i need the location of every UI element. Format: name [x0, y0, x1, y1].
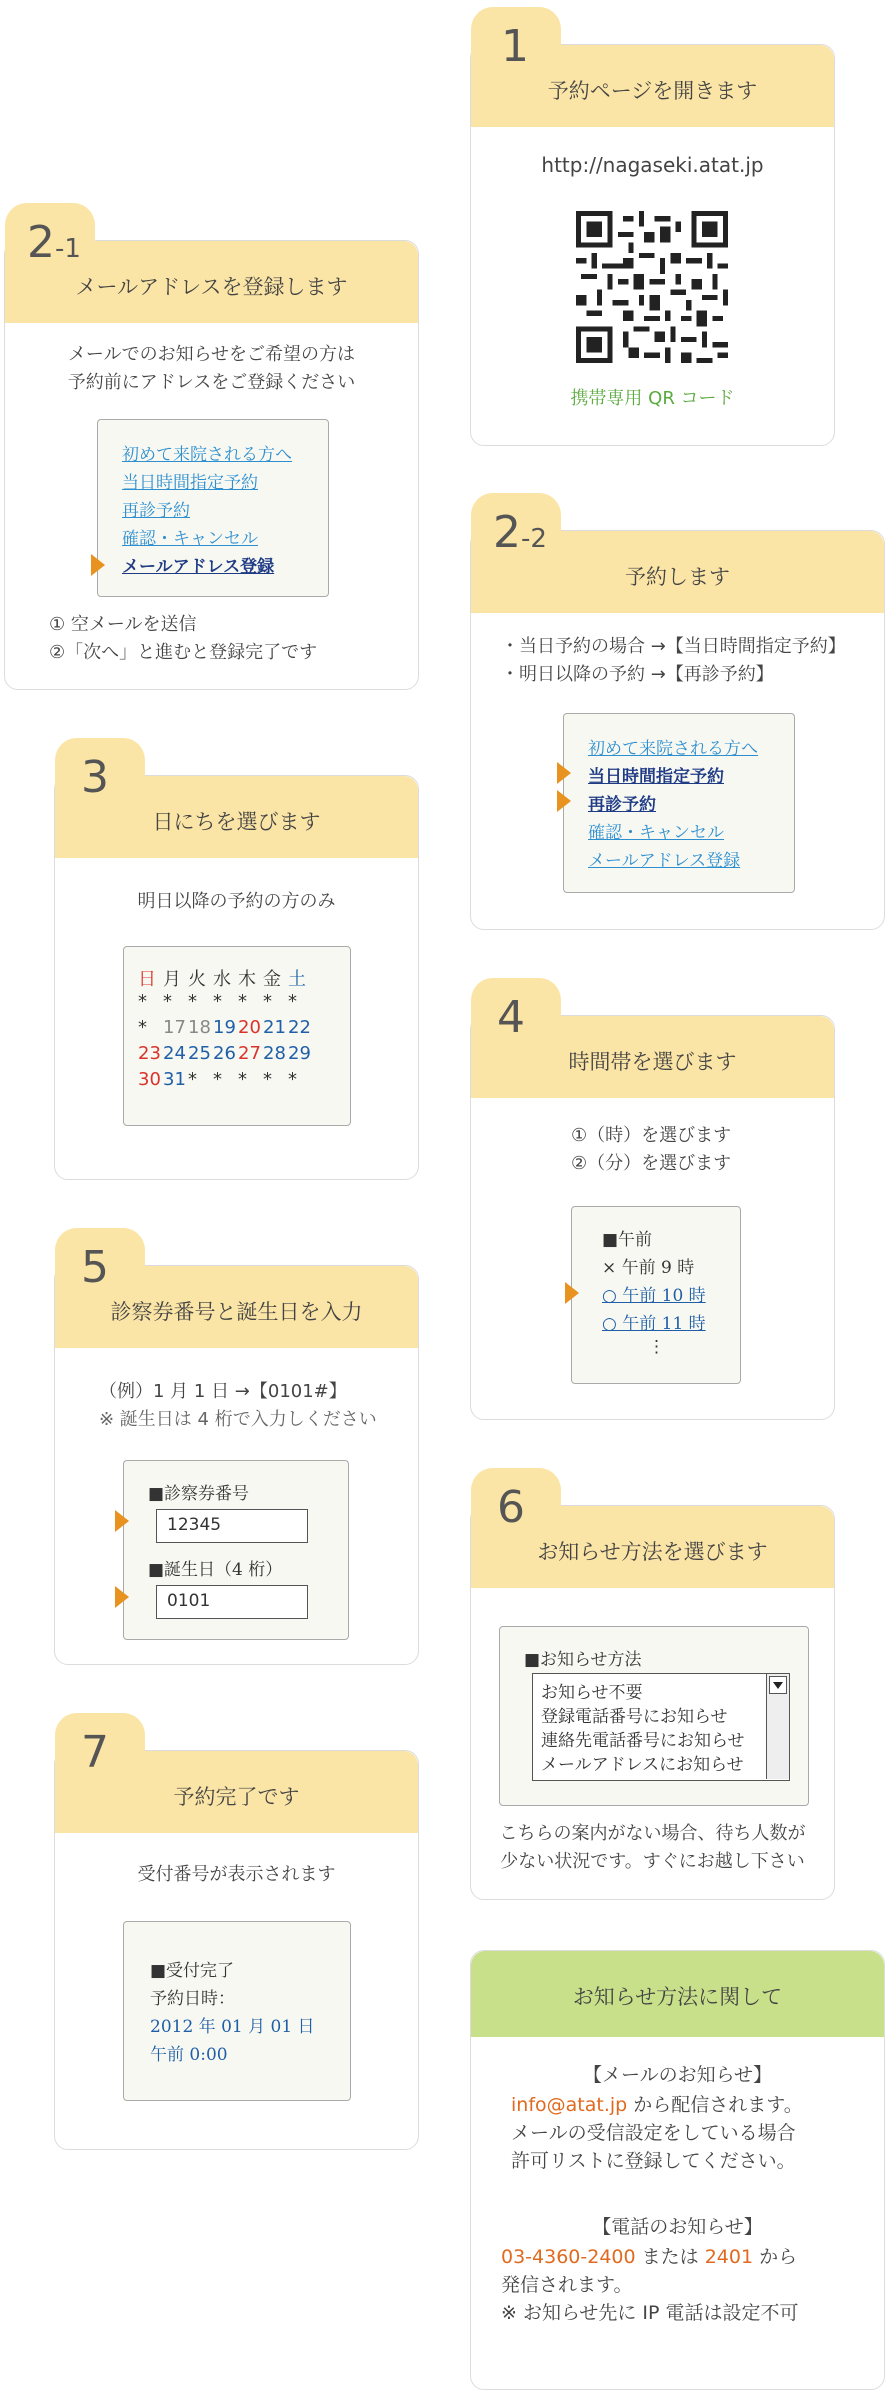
step2-1-title: メールアドレスを登録します	[75, 275, 348, 299]
birthday-input[interactable]: 0101	[156, 1585, 308, 1619]
calendar-day[interactable]: 26	[213, 1043, 236, 1064]
calendar-day: *	[263, 991, 272, 1012]
pointer-arrow-icon	[557, 790, 571, 812]
step6-card	[470, 1482, 835, 1900]
menu-link-revisit[interactable]: 再診予約	[588, 795, 656, 815]
calendar-day: *	[288, 991, 297, 1012]
pointer-arrow-icon	[565, 1282, 579, 1304]
step4-card	[470, 992, 835, 1420]
input-form-box	[123, 1460, 349, 1640]
card-number-input[interactable]: 12345	[156, 1509, 308, 1543]
tel-heading: 【電話のお知らせ】	[592, 2216, 763, 2238]
notify-method-listbox[interactable]	[532, 1673, 790, 1781]
step2-1-note-1: ① 空メールを送信	[49, 614, 197, 635]
mail-line-1-text: から配信されます。	[627, 2094, 803, 2116]
calendar-row	[138, 991, 313, 1012]
step2-2-title: 予約します	[625, 565, 730, 589]
step3-desc: 明日以降の予約の方のみ	[137, 891, 336, 912]
calendar-day[interactable]: 29	[288, 1043, 311, 1064]
weekday-tue: 火	[188, 969, 206, 990]
menu-link-first-visit[interactable]: 初めて来院される方へ	[588, 739, 758, 759]
step5-desc-1: （例）1 月 1 日 →【0101#】	[99, 1381, 347, 1402]
info-title: お知らせ方法に関して	[572, 1985, 783, 2009]
notify-option[interactable]: 登録電話番号にお知らせ	[541, 1707, 728, 1727]
step-number: 2-2	[493, 507, 547, 558]
notify-select-box	[499, 1626, 809, 1806]
calendar-day[interactable]: 24	[163, 1043, 186, 1064]
calendar-row	[138, 1069, 313, 1090]
weekday-sat: 土	[288, 969, 306, 990]
step-number: 2-1	[27, 217, 81, 268]
calendar-day[interactable]: 28	[263, 1043, 286, 1064]
step-number: 5	[81, 1242, 109, 1293]
weekday-thu: 木	[238, 969, 256, 990]
result-header: ■受付完了	[150, 1961, 235, 1981]
step4-title: 時間帯を選びます	[568, 1050, 737, 1074]
mail-line-1	[511, 2091, 803, 2119]
calendar-day: *	[213, 1069, 222, 1090]
tel-mid-text: または	[635, 2246, 705, 2268]
step2-2-desc-2: ・明日以降の予約 →【再診予約】	[501, 664, 774, 685]
step1-card	[470, 21, 835, 446]
calendar-box	[123, 946, 351, 1126]
step-number: 1	[501, 21, 529, 72]
step2-1-desc-2: 予約前にアドレスをご登録ください	[67, 372, 356, 393]
step6-note-2: 少ない状況です。すぐにお越し下さい	[500, 1851, 805, 1872]
calendar-day[interactable]: 21	[263, 1017, 286, 1038]
step1-title: 予約ページを開きます	[547, 79, 758, 103]
calendar-day[interactable]: 23	[138, 1043, 161, 1064]
pointer-arrow-icon	[115, 1586, 129, 1608]
time-list-box	[571, 1206, 741, 1384]
step6-note-1: こちらの案内がない場合、待ち人数が	[499, 1823, 806, 1844]
calendar-day: *	[163, 991, 172, 1012]
menu-link-email-register[interactable]: メールアドレス登録	[122, 557, 275, 577]
calendar-day[interactable]: 19	[213, 1017, 236, 1038]
calendar-day: *	[138, 1017, 147, 1038]
listbox-scrollbar[interactable]	[766, 1674, 789, 1779]
menu-link-same-day[interactable]: 当日時間指定予約	[122, 473, 258, 493]
calendar-day: *	[263, 1069, 272, 1090]
calendar-row	[138, 1043, 313, 1064]
menu-link-email-register[interactable]: メールアドレス登録	[588, 851, 741, 871]
weekday-mon: 月	[163, 969, 181, 990]
step4-desc-1: ①（時）を選びます	[571, 1125, 732, 1146]
result-datetime-label: 予約日時：	[150, 1989, 235, 2009]
calendar-weekday-row	[138, 965, 313, 991]
calendar-day: 18	[188, 1017, 211, 1038]
mail-line-3: 許可リストに登録してください。	[511, 2150, 796, 2172]
more-icon: ⋮	[648, 1337, 665, 1357]
tel-number-1[interactable]: 03-4360-2400	[501, 2246, 636, 2268]
step-number: 6	[497, 1482, 525, 1533]
tel-line-1	[501, 2243, 797, 2271]
scroll-down-icon[interactable]	[769, 1676, 787, 1694]
step5-card	[54, 1242, 419, 1665]
notify-option[interactable]: 連絡先電話番号にお知らせ	[541, 1731, 745, 1751]
calendar-day: *	[138, 991, 147, 1012]
pointer-arrow-icon	[115, 1510, 129, 1532]
menu-box	[563, 713, 795, 893]
step3-card	[54, 752, 419, 1180]
step7-card	[54, 1727, 419, 2150]
step3-title: 日にちを選びます	[152, 810, 321, 834]
time-list-header: ■午前	[602, 1230, 653, 1250]
step2-2-card	[470, 507, 885, 930]
result-date: 2012 年 01 月 01 日	[150, 2017, 315, 2037]
pointer-arrow-icon	[91, 554, 105, 576]
menu-link-revisit[interactable]: 再診予約	[122, 501, 190, 521]
calendar-day: *	[188, 1069, 197, 1090]
step5-title: 診察券番号と誕生日を入力	[110, 1300, 363, 1324]
weekday-sun: 日	[138, 969, 156, 990]
step4-desc-2: ②（分）を選びます	[571, 1153, 732, 1174]
menu-box	[97, 419, 329, 597]
qr-code-label: 携帯専用 QR コード	[570, 388, 735, 409]
notify-option[interactable]: お知らせ不要	[541, 1683, 643, 1703]
time-slot-unavailable: × 午前 9 時	[602, 1258, 695, 1278]
step-number: 7	[81, 1727, 109, 1778]
reservation-url[interactable]: http://nagaseki.atat.jp	[541, 153, 764, 177]
step2-1-desc-1: メールでのお知らせをご希望の方は	[67, 344, 356, 365]
calendar-day: 17	[163, 1017, 186, 1038]
calendar-day[interactable]: 22	[288, 1017, 311, 1038]
mail-line-2: メールの受信設定をしている場合	[511, 2122, 796, 2144]
menu-link-same-day[interactable]: 当日時間指定予約	[588, 767, 724, 787]
step7-title: 予約完了です	[173, 1785, 300, 1809]
notify-option[interactable]: メールアドレスにお知らせ	[541, 1755, 744, 1775]
calendar-day[interactable]: 27	[238, 1043, 261, 1064]
weekday-wed: 水	[213, 969, 231, 990]
result-time: 午前 0:00	[150, 2045, 228, 2065]
tel-line-2: 発信されます。	[501, 2274, 633, 2296]
time-slot-10[interactable]: ○ 午前 10 時	[602, 1286, 706, 1306]
step2-2-desc-1: ・当日予約の場合 →【当日時間指定予約】	[501, 636, 846, 657]
notify-select-label: ■お知らせ方法	[524, 1650, 642, 1670]
tel-number-2[interactable]: 2401	[704, 2246, 754, 2268]
calendar-day: *	[238, 1069, 247, 1090]
calendar-day[interactable]: 20	[238, 1017, 261, 1038]
time-slot-11[interactable]: ○ 午前 11 時	[602, 1314, 706, 1334]
result-box	[123, 1921, 351, 2101]
step5-desc-2: ※ 誕生日は 4 桁で入力しください	[99, 1409, 377, 1430]
card-number-label: ■診察券番号	[148, 1484, 250, 1504]
pointer-arrow-icon	[557, 762, 571, 784]
calendar-row	[138, 1017, 313, 1038]
birthday-label: ■誕生日（4 桁）	[148, 1560, 283, 1580]
step7-desc: 受付番号が表示されます	[137, 1864, 336, 1885]
menu-link-confirm-cancel[interactable]: 確認・キャンセル	[588, 823, 724, 843]
step-number: 4	[497, 992, 525, 1043]
tel-line-3: ※ お知らせ先に IP 電話は設定不可	[501, 2302, 799, 2324]
step2-1-note-2: ②「次へ」と進むと登録完了です	[49, 642, 318, 663]
calendar-day: *	[238, 991, 247, 1012]
weekday-fri: 金	[263, 969, 281, 990]
qr-code-image	[576, 211, 728, 363]
calendar-day: *	[188, 991, 197, 1012]
calendar-day[interactable]: 30	[138, 1069, 161, 1090]
tel-tail-text: から	[753, 2246, 798, 2268]
calendar-day[interactable]: 31	[163, 1069, 186, 1090]
calendar-day: *	[288, 1069, 297, 1090]
step-number: 3	[81, 752, 109, 803]
notification-info-card	[470, 1950, 885, 2390]
calendar-day[interactable]: 25	[188, 1043, 211, 1064]
mail-heading: 【メールのお知らせ】	[582, 2064, 773, 2086]
menu-link-first-visit[interactable]: 初めて来院される方へ	[122, 445, 292, 465]
calendar-day: *	[213, 991, 222, 1012]
step2-1-card	[4, 217, 419, 690]
step6-title: お知らせ方法を選びます	[537, 1540, 768, 1564]
mail-address[interactable]: info@atat.jp	[511, 2094, 628, 2116]
menu-link-confirm-cancel[interactable]: 確認・キャンセル	[122, 529, 258, 549]
